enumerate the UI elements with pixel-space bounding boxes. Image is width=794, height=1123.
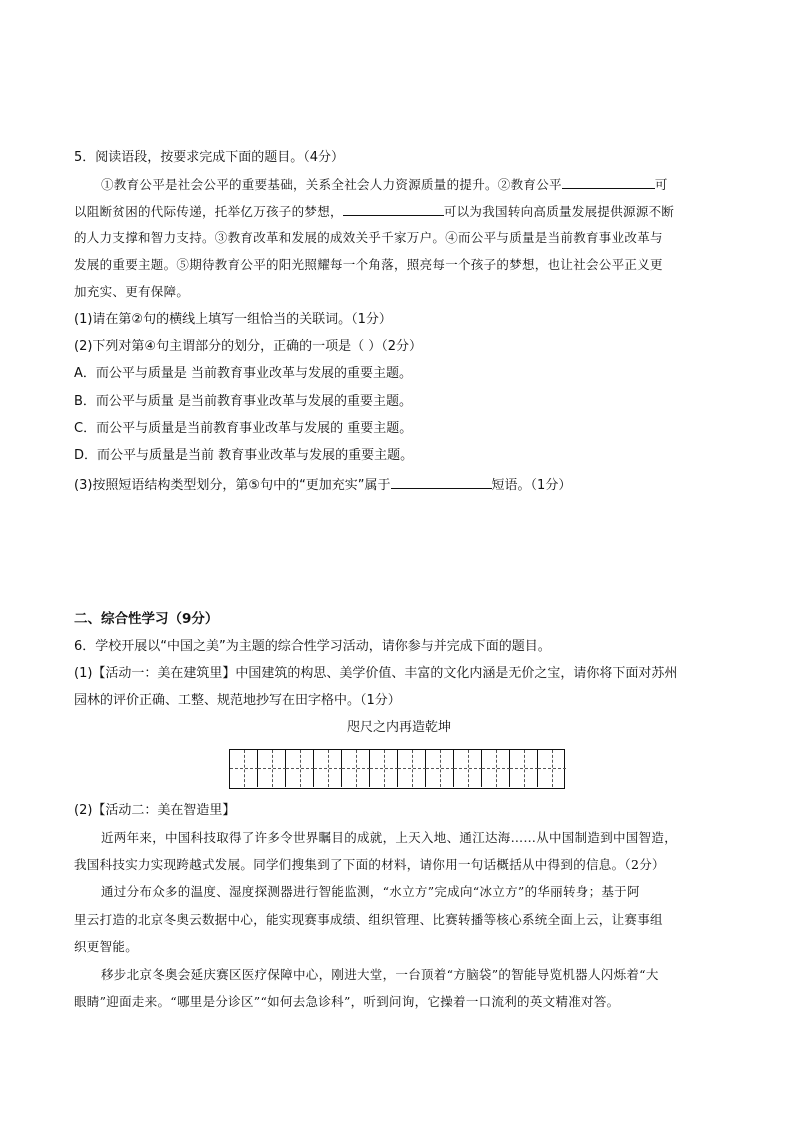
q5-sub3-text: (3)按照短语结构类型划分，第⑤句中的“更加充实”属于 — [74, 478, 391, 493]
tianzige-grid[interactable] — [229, 749, 565, 789]
q5-para-line-5: 加充实、更有保障。 — [74, 284, 190, 299]
q5-para-line-1 — [101, 175, 724, 194]
grid-cell[interactable] — [510, 750, 538, 787]
answer-blank[interactable] — [391, 475, 492, 489]
option-d: D．而公平与质量是当前 教育事业改革与发展的重要主题。 — [74, 448, 414, 463]
grid-cell[interactable] — [398, 750, 426, 787]
q5-sub1: (1)请在第②句的横线上填写一组恰当的关联词。（1分） — [74, 312, 392, 327]
copy-text: 咫尺之内再造乾坤 — [346, 720, 451, 735]
grid-cell[interactable] — [342, 750, 370, 787]
answer-blank[interactable] — [343, 202, 444, 216]
q6-act2-para-line: 织更智能。 — [74, 939, 139, 954]
q6-act2-para-line: 近两年来，中国科技取得了许多令世界瞩目的成就，上天入地、通江达海……从中国制造到中国智造， — [101, 830, 678, 845]
q6-act2-para-line: 里云打造的北京冬奥云数据中心，能实现赛事成绩、组织管理、比赛转播等核心系统全面上云，让赛事组 — [74, 912, 663, 927]
q6-act1-line-1: (1)【活动一：美在建筑里】中国建筑的构思、美学价值、丰富的文化内涵是无价之宝，请你将下面对苏州 — [74, 666, 678, 681]
q6-stem: 6．学校开展以“中国之美”为主题的综合性学习活动，请你参与并完成下面的题目。 — [74, 639, 551, 654]
grid-cell[interactable] — [370, 750, 398, 787]
q5-stem: 5．阅读语段，按要求完成下面的题目。（4分） — [74, 150, 345, 165]
q6-act2-para-line: 通过分布众多的温度、湿度探测器进行智能监测，“水立方”完成向“冰立方”的华丽转身；基于阿 — [101, 884, 640, 899]
q5-para-line-3: 的人力支撑和智力支持。③教育改革和发展的成效关乎千家万户。④而公平与质量是当前教育事业改革与 — [74, 230, 663, 245]
q6-act2-para-line: 我国科技实力实现跨越式发展。同学们搜集到了下面的材料，请你用一句话概括从中得到的信息。（2分） — [74, 857, 665, 872]
grid-cell[interactable] — [230, 750, 258, 787]
q6-act2-para-line: 眼睛”迎面走来。“哪里是分诊区”“如何去急诊科”，听到问询，它操着一口流利的英文精准对答。 — [74, 994, 620, 1009]
option-b: B．而公平与质量 是当前教育事业改革与发展的重要主题。 — [74, 394, 413, 409]
q5-sub3 — [74, 475, 724, 495]
grid-cell[interactable] — [258, 750, 286, 787]
q6-act2-title: (2)【活动二：美在智造里】 — [74, 803, 236, 818]
grid-cell[interactable] — [314, 750, 342, 787]
q6-act1-line-2: 园林的评价正确、工整、规范地抄写在田字格中。（1分） — [74, 693, 401, 708]
q5-para-text: 可以为我国转向高质量发展提供源源不断 — [443, 204, 675, 219]
grid-cell[interactable] — [482, 750, 510, 787]
option-c: C．而公平与质量是当前教育事业改革与发展的 重要主题。 — [74, 421, 413, 436]
q6-act2-para-line: 移步北京冬奥会延庆赛区医疗保障中心，刚进大堂，一台顶着“方脑袋”的智能导览机器人闪烁着“大 — [101, 967, 659, 982]
grid-cell[interactable] — [426, 750, 454, 787]
q5-para-line-2 — [74, 202, 724, 221]
answer-blank[interactable] — [562, 175, 655, 189]
q5-para-text: 可 — [654, 177, 668, 192]
q5-para-text: 以阻断贫困的代际传递，托举亿万孩子的梦想， — [74, 204, 343, 219]
grid-cell[interactable] — [538, 750, 566, 787]
grid-cell[interactable] — [286, 750, 314, 787]
q5-para-line-4: 发展的重要主题。⑤期待教育公平的阳光照耀每一个角落，照亮每一个孩子的梦想，也让社会公平正义更 — [74, 257, 663, 272]
q5-para-text: ①教育公平是社会公平的重要基础，关系全社会人力资源质量的提升。②教育公平 — [101, 177, 562, 192]
q5-sub3-text: 短语。（1分） — [491, 478, 572, 493]
option-a: A．而公平与质量是 当前教育事业改革与发展的重要主题。 — [74, 366, 413, 381]
grid-cell[interactable] — [454, 750, 482, 787]
q5-sub2: (2)下列对第④句主谓部分的划分，正确的一项是（ ）（2分） — [74, 339, 422, 354]
section-title: 二、综合性学习（9分） — [74, 611, 219, 627]
